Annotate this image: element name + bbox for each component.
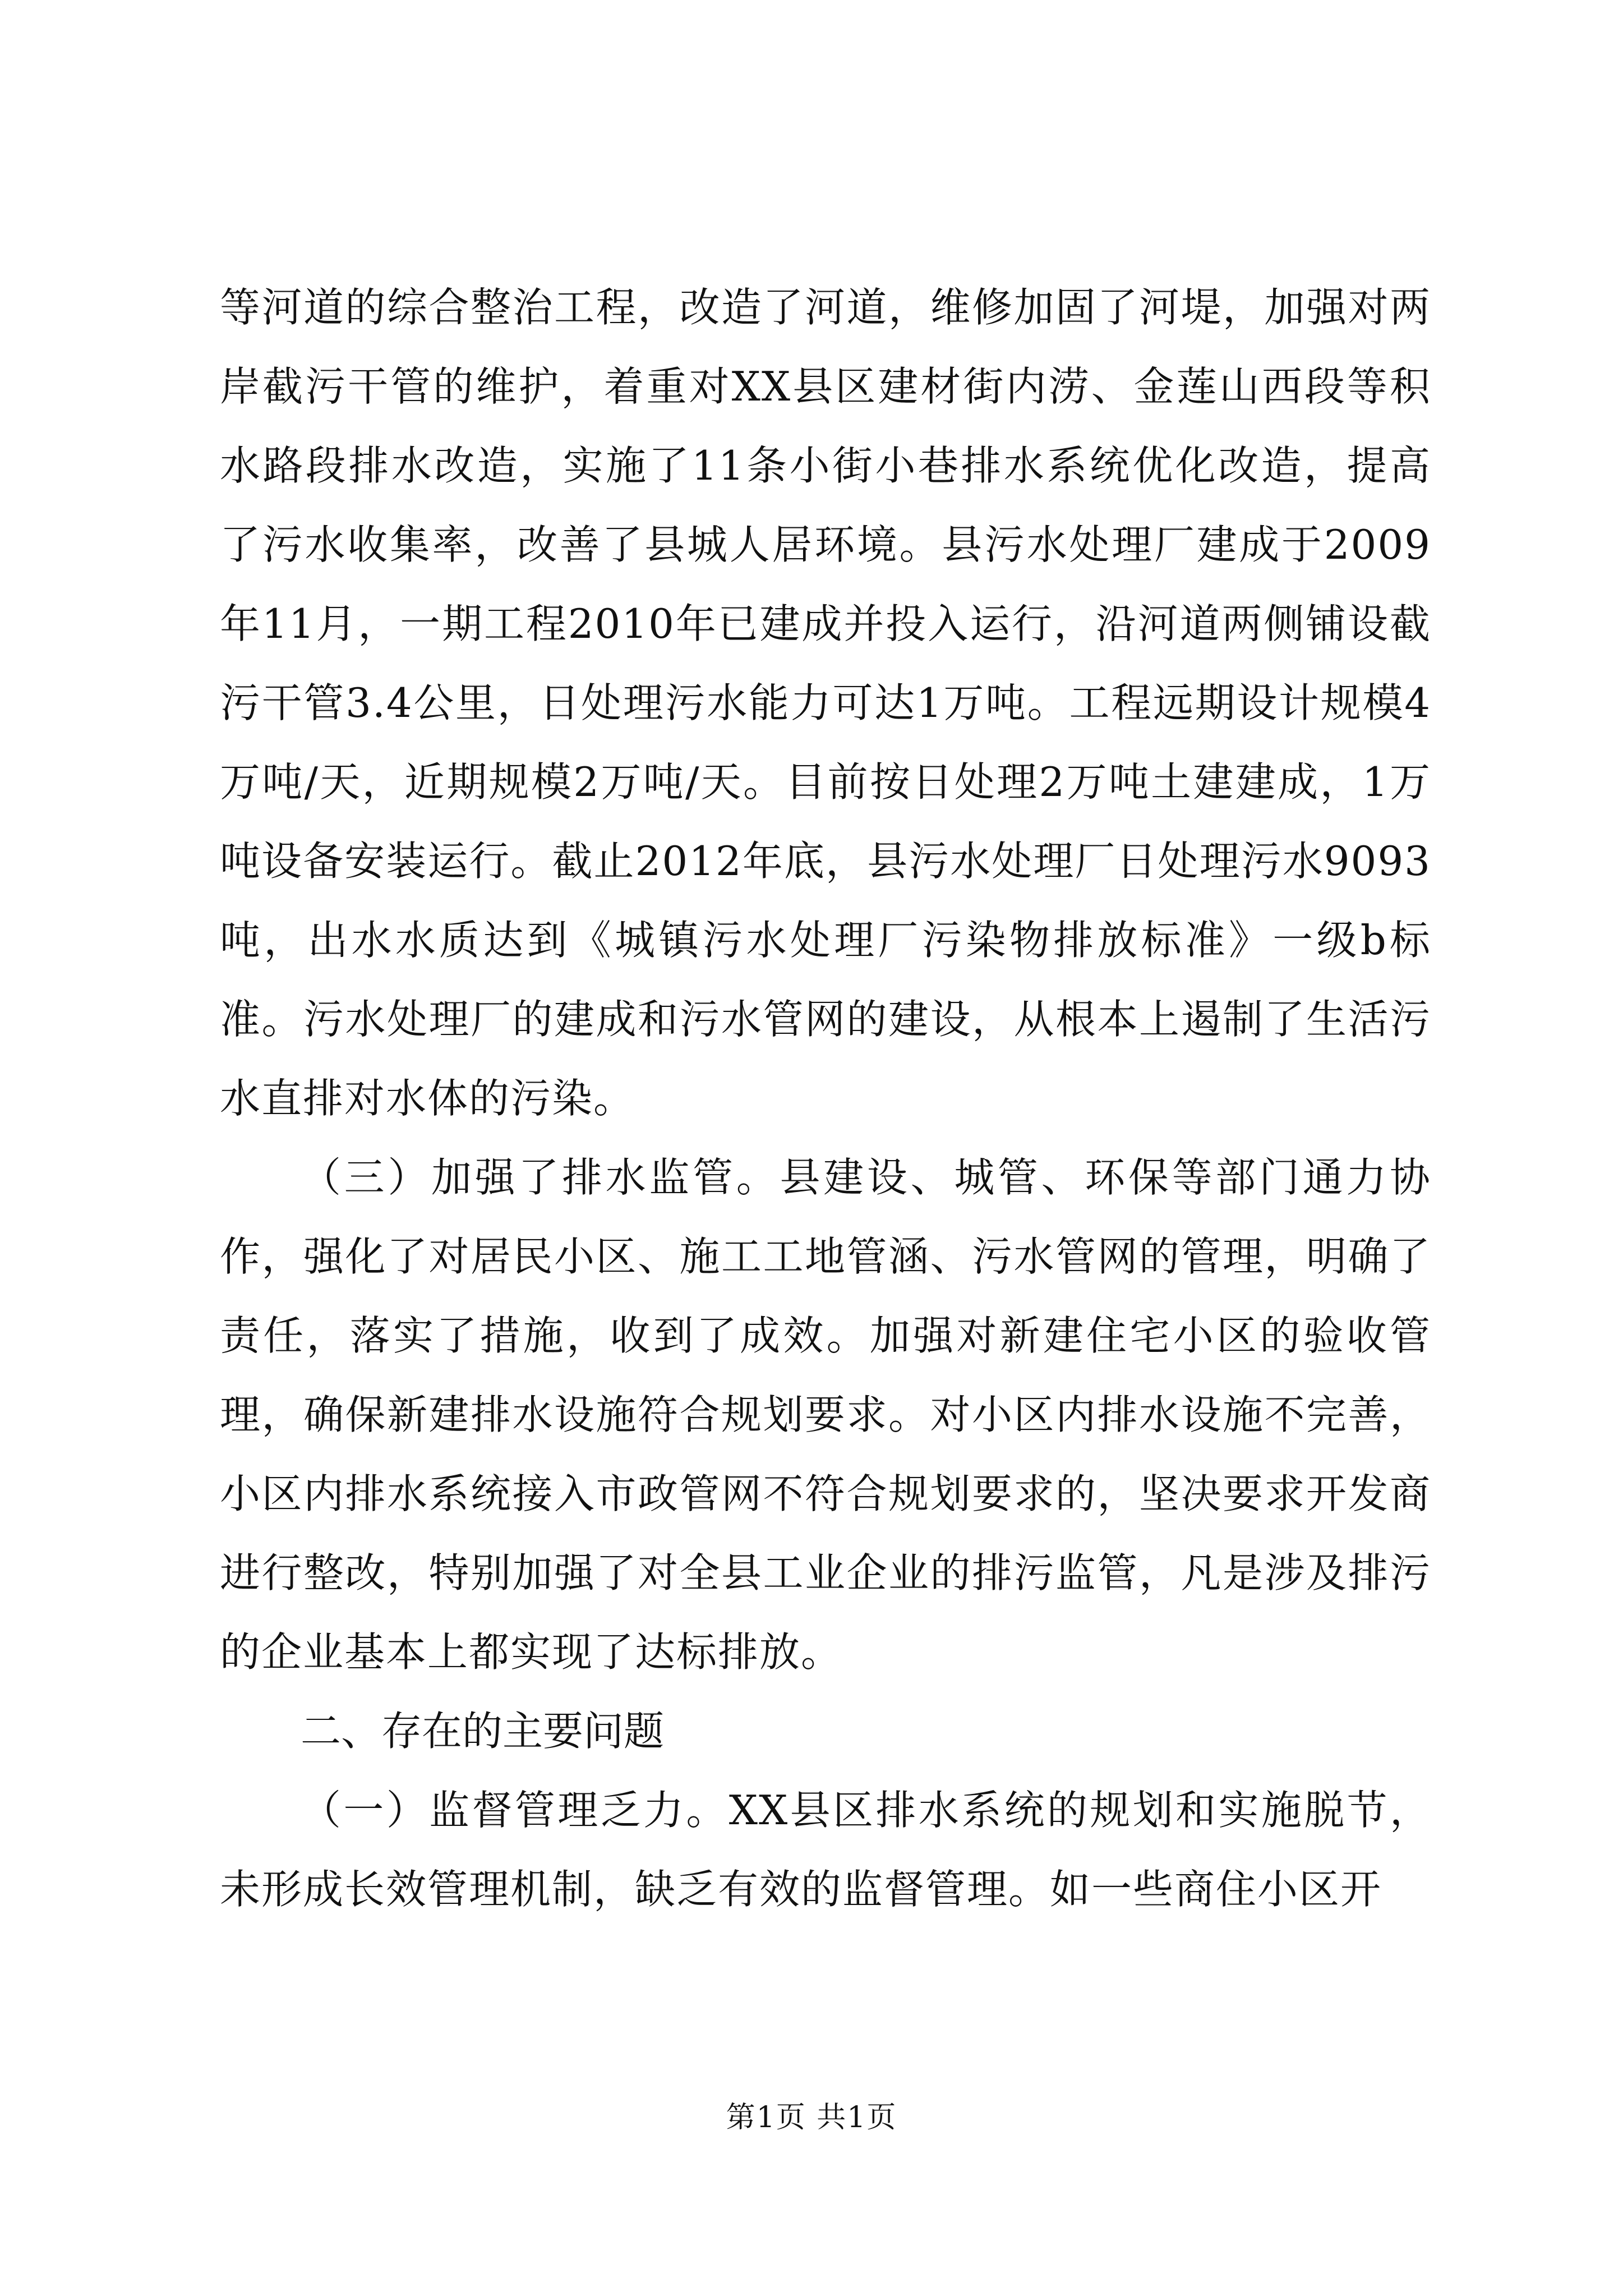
document-body [220, 268, 1431, 1929]
paragraph-drainage-supervision: （三）加强了排水监管。县建设、城管、环保等部门通力协作，强化了对居民小区、施工工地管涵、污水管网的管理，明确了责任，落实了措施，收到了成效。加强对新建住宅小区的验收管理，确保新建排水设施符合规划要求。对小区内排水设施不完善，小区内排水系统接入市政管网不符合规划要求的，坚决要求开发商进行整改，特别加强了对全县工业企业的排污监管，凡是涉及排污的企业基本上都实现了达标排放。 [220, 1154, 1431, 1676]
page-footer: 第1页 共1页 [726, 2101, 897, 2134]
paragraph-drainage-projects: 等河道的综合整治工程，改造了河道，维修加固了河堤，加强对两岸截污干管的维护，着重对XX县区建材街内涝、金莲山西段等积水路段排水改造，实施了11条小街小巷排水系统优化改造，提高了污水收集率，改善了县城人居环境。县污水处理厂建成于2009年11月，一期工程2010年已建成并投入运行，沿河道两侧铺设截污干管3.4公里，日处理污水能力可达1万吨。工程远期设计规模4万吨/天，近期规模2万吨/天。目前按日处理2万吨土建建成，1万吨设备安装运行。截止2012年底，县污水处理厂日处理污水9093吨，出水水质达到《城镇污水处理厂污染物排放标准》一级b标准。污水处理厂的建成和污水管网的建设，从根本上遏制了生活污水直排对水体的污染。 [220, 284, 1431, 1122]
paragraph-supervision-weak: （一）监督管理乏力。XX县区排水系统的规划和实施脱节，未形成长效管理机制，缺乏有效的监督管理。如一些商住小区开 [220, 1787, 1431, 1913]
section-heading-main-problems: 二、存在的主要问题 [301, 1708, 665, 1755]
